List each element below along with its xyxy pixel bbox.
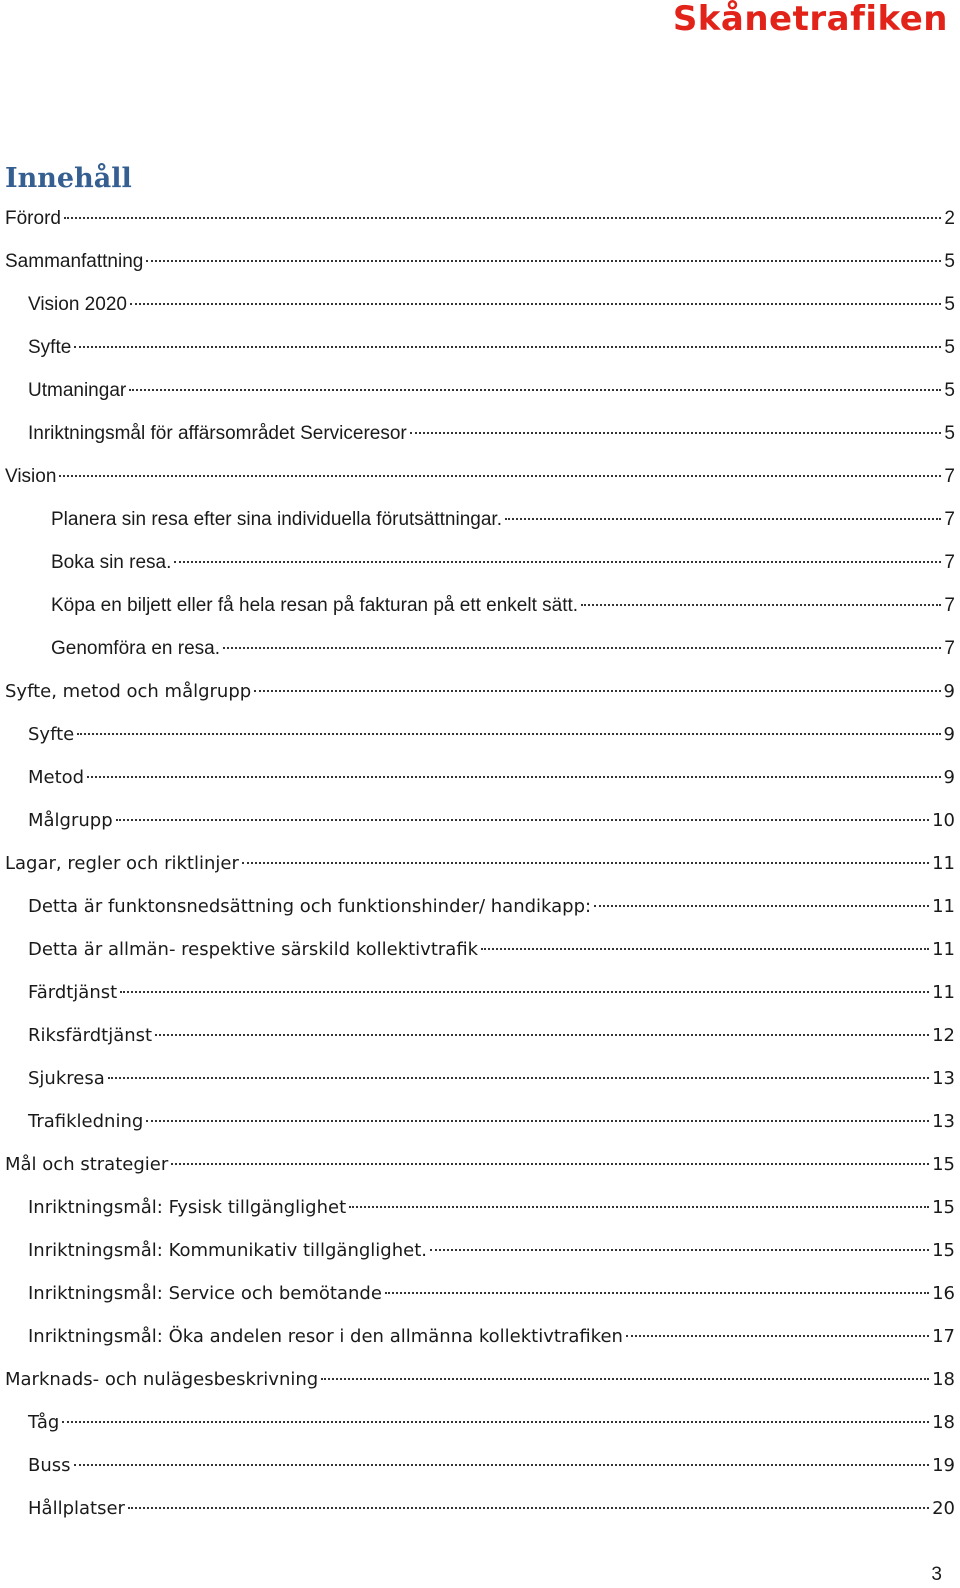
toc-entry-page: 9	[943, 724, 955, 745]
toc-leader	[223, 647, 941, 649]
toc-entry[interactable]	[0, 799, 955, 842]
toc-entry[interactable]	[0, 1057, 955, 1100]
toc-leader	[130, 303, 941, 305]
table-of-contents	[0, 197, 955, 1530]
toc-leader	[77, 733, 940, 735]
toc-entry-page: 11	[932, 982, 955, 1003]
toc-entry[interactable]	[0, 1143, 955, 1186]
toc-leader	[505, 518, 941, 520]
toc-leader	[349, 1206, 929, 1208]
toc-title: Innehåll	[5, 163, 132, 194]
toc-entry-label: Inriktningsmål: Kommunikativ tillgänglighet.	[28, 1240, 427, 1261]
toc-entry-page: 15	[932, 1240, 955, 1261]
toc-entry-label: Boka sin resa.	[51, 552, 172, 573]
toc-entry-page: 13	[932, 1068, 955, 1089]
toc-entry[interactable]	[0, 885, 955, 928]
toc-entry-page: 5	[944, 294, 955, 315]
toc-entry-label: Genomföra en resa.	[51, 638, 220, 659]
toc-leader	[116, 819, 929, 821]
toc-leader	[146, 260, 941, 262]
toc-entry-label: Köpa en biljett eller få hela resan på fakturan på ett enkelt sätt.	[51, 595, 579, 616]
toc-leader	[171, 1163, 929, 1165]
toc-entry[interactable]	[0, 670, 955, 713]
toc-entry[interactable]	[0, 197, 955, 240]
toc-entry[interactable]	[0, 1100, 955, 1143]
toc-leader	[321, 1378, 929, 1380]
toc-leader	[385, 1292, 929, 1294]
toc-entry-page: 5	[944, 423, 955, 444]
toc-entry-page: 18	[932, 1412, 955, 1433]
toc-leader	[594, 905, 929, 907]
toc-entry-label: Detta är allmän- respektive särskild kollektivtrafik	[28, 939, 479, 960]
toc-entry-page: 19	[932, 1455, 955, 1476]
toc-entry-label: Vision 2020	[28, 294, 127, 315]
toc-entry-label: Buss	[28, 1455, 71, 1476]
toc-entry-label: Sjukresa	[28, 1068, 105, 1089]
toc-entry[interactable]	[0, 412, 955, 455]
toc-entry[interactable]	[0, 1401, 955, 1444]
toc-entry-label: Inriktningsmål för affärsområdet Serviceresor	[28, 423, 407, 444]
toc-leader	[410, 432, 942, 434]
toc-leader	[430, 1249, 929, 1251]
toc-entry-page: 7	[944, 595, 955, 616]
toc-entry-label: Syfte	[28, 724, 75, 745]
toc-entry-label: Inriktningsmål: Service och bemötande	[28, 1283, 382, 1304]
toc-entry[interactable]	[0, 1272, 955, 1315]
toc-entry-page: 12	[932, 1025, 955, 1046]
toc-entry[interactable]	[0, 498, 955, 541]
toc-entry-label: Syfte	[28, 337, 72, 358]
toc-entry[interactable]	[0, 627, 955, 670]
toc-entry-label: Vision	[5, 466, 57, 487]
toc-entry-label: Utmaningar	[28, 380, 127, 401]
toc-entry[interactable]	[0, 842, 955, 885]
toc-entry-page: 7	[944, 638, 955, 659]
toc-entry[interactable]	[0, 283, 955, 326]
toc-leader	[128, 1507, 929, 1509]
toc-entry-page: 17	[932, 1326, 955, 1347]
toc-entry-label: Lagar, regler och riktlinjer	[5, 853, 239, 874]
toc-leader	[174, 561, 941, 563]
toc-leader	[481, 948, 929, 950]
toc-entry-page: 15	[932, 1154, 955, 1175]
toc-entry[interactable]	[0, 1229, 955, 1272]
toc-entry[interactable]	[0, 756, 955, 799]
toc-entry-page: 11	[932, 853, 955, 874]
toc-entry[interactable]	[0, 713, 955, 756]
toc-entry[interactable]	[0, 971, 955, 1014]
toc-entry-label: Tåg	[28, 1412, 60, 1433]
toc-entry-page: 5	[944, 380, 955, 401]
toc-leader	[581, 604, 941, 606]
toc-entry-page: 5	[944, 337, 955, 358]
toc-entry[interactable]	[0, 240, 955, 283]
toc-entry-page: 11	[932, 939, 955, 960]
toc-entry-label: Förord	[5, 208, 61, 229]
toc-entry-label: Syfte, metod och målgrupp	[5, 681, 252, 702]
toc-entry-page: 18	[932, 1369, 955, 1390]
page-number: 3	[931, 1564, 942, 1585]
toc-entry-page: 9	[943, 767, 955, 788]
toc-leader	[155, 1034, 929, 1036]
toc-entry[interactable]	[0, 541, 955, 584]
toc-entry-label: Hållplatser	[28, 1498, 125, 1519]
toc-leader	[62, 1421, 929, 1423]
toc-entry-page: 5	[944, 251, 955, 272]
toc-leader	[146, 1120, 929, 1122]
toc-entry-label: Målgrupp	[28, 810, 113, 831]
toc-leader	[120, 991, 929, 993]
toc-entry-label: Mål och strategier	[5, 1154, 169, 1175]
toc-leader	[108, 1077, 929, 1079]
toc-entry-page: 13	[932, 1111, 955, 1132]
toc-entry-page: 20	[932, 1498, 955, 1519]
toc-entry-label: Inriktningsmål: Öka andelen resor i den allmänna kollektivtrafiken	[28, 1326, 623, 1347]
toc-entry-page: 7	[944, 466, 955, 487]
toc-entry-page: 7	[944, 552, 955, 573]
toc-leader	[59, 475, 941, 477]
toc-entry[interactable]	[0, 1315, 955, 1358]
toc-entry[interactable]	[0, 455, 955, 498]
toc-leader	[242, 862, 929, 864]
toc-leader	[626, 1335, 929, 1337]
toc-entry[interactable]	[0, 369, 955, 412]
toc-entry-page: 10	[932, 810, 955, 831]
toc-leader	[64, 217, 941, 219]
toc-leader	[74, 1464, 930, 1466]
toc-entry-page: 11	[932, 896, 955, 917]
toc-entry[interactable]	[0, 1444, 955, 1487]
toc-entry-label: Riksfärdtjänst	[28, 1025, 153, 1046]
toc-leader	[87, 776, 940, 778]
toc-entry-label: Trafikledning	[28, 1111, 144, 1132]
toc-entry-page: 15	[932, 1197, 955, 1218]
toc-entry[interactable]	[0, 1186, 955, 1229]
toc-entry-page: 2	[944, 208, 955, 229]
toc-entry[interactable]	[0, 326, 955, 369]
toc-entry-page: 16	[932, 1283, 955, 1304]
toc-entry-page: 7	[944, 509, 955, 530]
toc-entry[interactable]	[0, 1014, 955, 1057]
toc-entry[interactable]	[0, 584, 955, 627]
toc-entry-label: Marknads- och nulägesbeskrivning	[5, 1369, 319, 1390]
toc-entry[interactable]	[0, 1487, 955, 1530]
toc-entry[interactable]	[0, 1358, 955, 1401]
toc-entry-label: Färdtjänst	[28, 982, 118, 1003]
toc-entry-label: Inriktningsmål: Fysisk tillgänglighet	[28, 1197, 347, 1218]
toc-entry[interactable]	[0, 928, 955, 971]
toc-entry-page: 9	[943, 681, 955, 702]
toc-entry-label: Metod	[28, 767, 85, 788]
toc-leader	[254, 690, 940, 692]
skanetrafiken-logo: Skånetrafiken	[672, 0, 948, 39]
toc-entry-label: Sammanfattning	[5, 251, 144, 272]
toc-entry-label: Planera sin resa efter sina individuella förutsättningar.	[51, 509, 502, 530]
toc-leader	[74, 346, 941, 348]
toc-entry-label: Detta är funktonsnedsättning och funktionshinder/ handikapp:	[28, 896, 592, 917]
toc-leader	[129, 389, 941, 391]
